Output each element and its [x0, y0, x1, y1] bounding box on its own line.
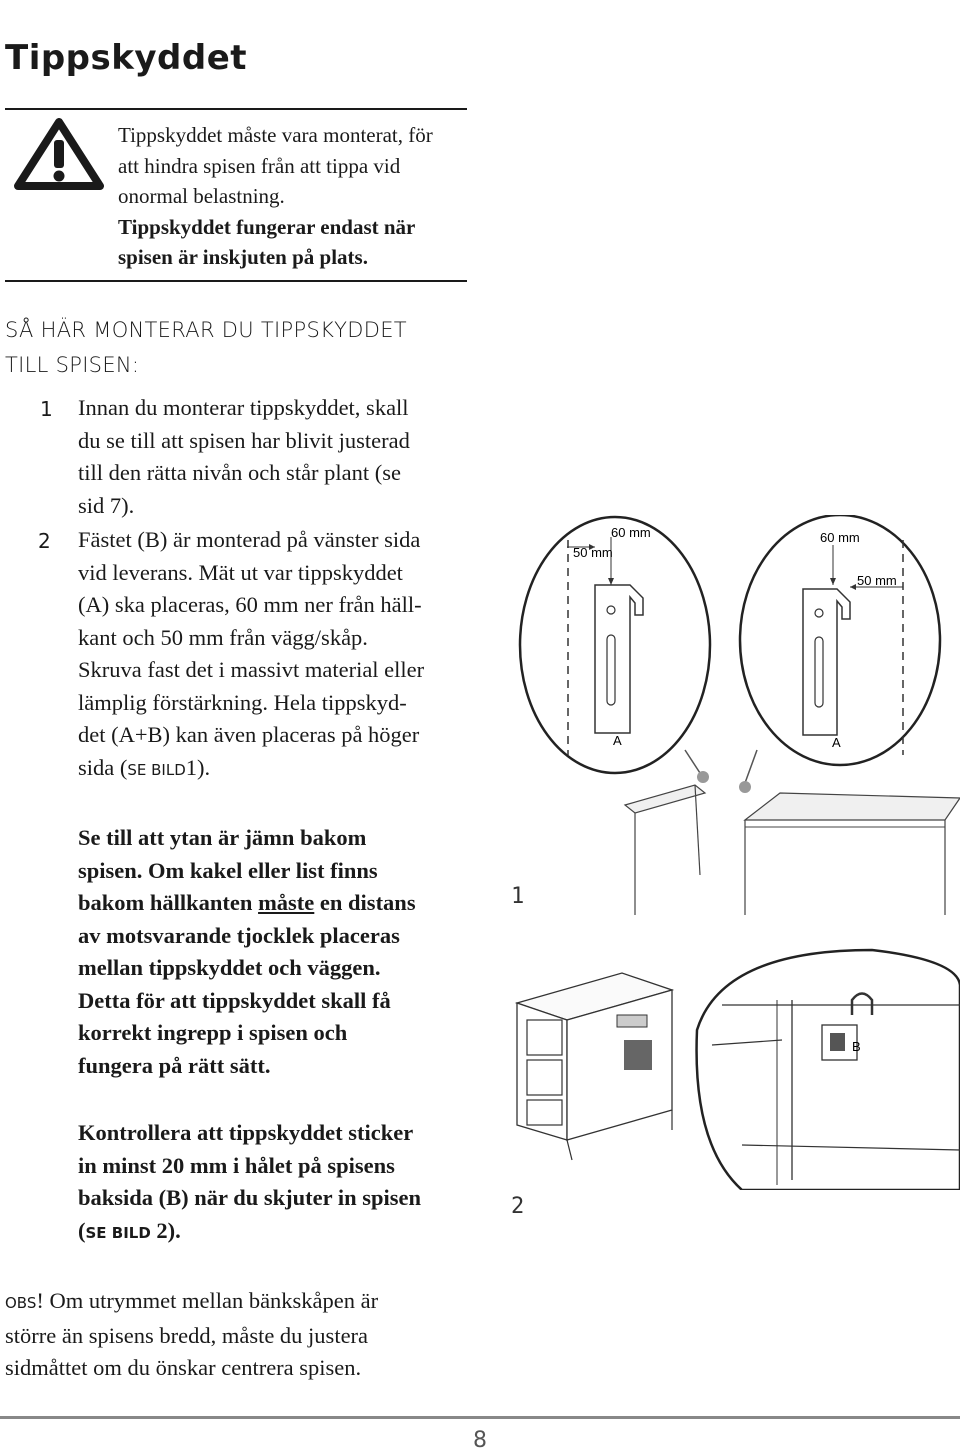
- figure-2-illustration: [512, 945, 960, 1190]
- note-line: korrekt ingrepp i spisen och: [78, 1020, 348, 1045]
- note-line: spisen. Om kakel eller list finns: [78, 857, 378, 883]
- countertop-left: [625, 785, 705, 915]
- note-line: Se till att ytan är jämn bakom: [78, 825, 367, 850]
- note-line: av motsvarande tjocklek placeras: [78, 922, 400, 948]
- right-dim-50mm: 50 mm: [857, 573, 897, 588]
- note-line: baksida (B) när du skjuter in spisen: [78, 1185, 422, 1210]
- step-line: du se till att spisen har blivit justerad: [78, 427, 410, 453]
- surface-note: [78, 822, 498, 1082]
- left-label-a: A: [613, 733, 622, 748]
- footer-rule: [0, 1416, 960, 1419]
- section-heading: [5, 313, 407, 383]
- see-figure-ref: SE BILD: [85, 1223, 151, 1242]
- right-detail-oval: [740, 515, 940, 765]
- step-line-last: [78, 752, 498, 787]
- left-dim-60mm: 60 mm: [611, 525, 651, 540]
- obs-line-text: ! Om utrymmet mellan bänkskåpen är: [36, 1288, 379, 1313]
- warning-top-rule: [5, 108, 467, 110]
- note-line: fungera på rätt sätt.: [78, 1052, 271, 1078]
- warning-line: att hindra spisen från att tippa vid: [118, 153, 401, 178]
- step-line: Fästet (B) är monterad på vänster sida: [78, 527, 421, 552]
- note-line: Kontrollera att tippskyddet sticker: [78, 1120, 414, 1145]
- label-b: B: [852, 1039, 861, 1054]
- page-number: 8: [473, 1428, 487, 1453]
- step-line: det (A+B) kan även placeras på höger: [78, 722, 420, 747]
- warning-bold-line: Tippskyddet fungerar endast när: [118, 214, 416, 239]
- step-line: sid 7).: [78, 492, 135, 518]
- note-emphasis: måste: [258, 890, 315, 915]
- right-label-a: A: [832, 735, 841, 750]
- see-figure-ref: SE BILD: [127, 760, 186, 779]
- obs-line: större än spisens bredd, måste du justera: [5, 1322, 369, 1348]
- note-line: [78, 1215, 498, 1250]
- step-line: till den rätta nivån och står plant (se: [78, 460, 402, 485]
- note-line-part: bakom hällkanten: [78, 890, 259, 915]
- left-bracket-detail: [567, 537, 643, 755]
- figure-1-label: 1: [511, 884, 525, 909]
- step-line: lämplig förstärkning. Hela tippskyd-: [78, 689, 407, 715]
- step-line: kant och 50 mm från vägg/skåp.: [78, 624, 368, 650]
- warning-line: Tippskyddet måste vara monterat, för: [118, 123, 433, 147]
- note-line: Detta för att tippskyddet skall få: [78, 987, 391, 1013]
- obs-label: OBS: [5, 1294, 37, 1312]
- note-line: mellan tippskyddet och väggen.: [78, 955, 381, 980]
- step-number: 1: [40, 397, 53, 421]
- note-line-part: (: [78, 1217, 86, 1243]
- right-dim-60mm: 60 mm: [820, 530, 860, 545]
- step-line: vid leverans. Mät ut var tippskyddet: [78, 559, 403, 585]
- section-heading-line: SÅ HÄR MONTERAR DU TIPPSKYDDET: [5, 318, 407, 342]
- figure-1-illustration: [505, 515, 960, 915]
- note-line: in minst 20 mm i hålet på spisens: [78, 1152, 395, 1178]
- check-note: [78, 1117, 498, 1249]
- step-line-suffix: 1).: [185, 754, 211, 780]
- obs-line: [5, 1285, 475, 1320]
- countertop-right: [745, 793, 960, 915]
- section-heading-line: TILL SPISEN:: [5, 353, 140, 377]
- figure-2-label: 2: [511, 1194, 525, 1219]
- note-line: [78, 887, 498, 920]
- warning-text: [118, 120, 478, 273]
- step-line: (A) ska placeras, 60 mm ner från häll-: [78, 592, 422, 617]
- note-line-part: en distans: [314, 890, 416, 915]
- obs-line: sidmåttet om du önskar centrera spisen.: [5, 1355, 362, 1380]
- stove-drawing: [517, 973, 672, 1160]
- warning-icon: [14, 118, 104, 190]
- detail-oval-2: [697, 950, 960, 1190]
- step-text: [78, 392, 498, 522]
- left-dim-50mm: 50 mm: [573, 545, 613, 560]
- step-number: 2: [38, 529, 51, 553]
- page-title: Tippskyddet: [5, 38, 248, 78]
- step-line: Skruva fast det i massivt material eller: [78, 657, 425, 682]
- step-line: Innan du monterar tippskyddet, skall: [78, 395, 409, 420]
- warning-bottom-rule: [5, 280, 467, 282]
- note-line-part: 2).: [150, 1217, 181, 1243]
- warning-line: onormal belastning.: [118, 184, 285, 208]
- step-line-prefix: sida (: [78, 754, 128, 780]
- step-text: [78, 524, 498, 786]
- obs-note: [5, 1285, 475, 1385]
- warning-bold-line: spisen är inskjuten på plats.: [118, 245, 368, 269]
